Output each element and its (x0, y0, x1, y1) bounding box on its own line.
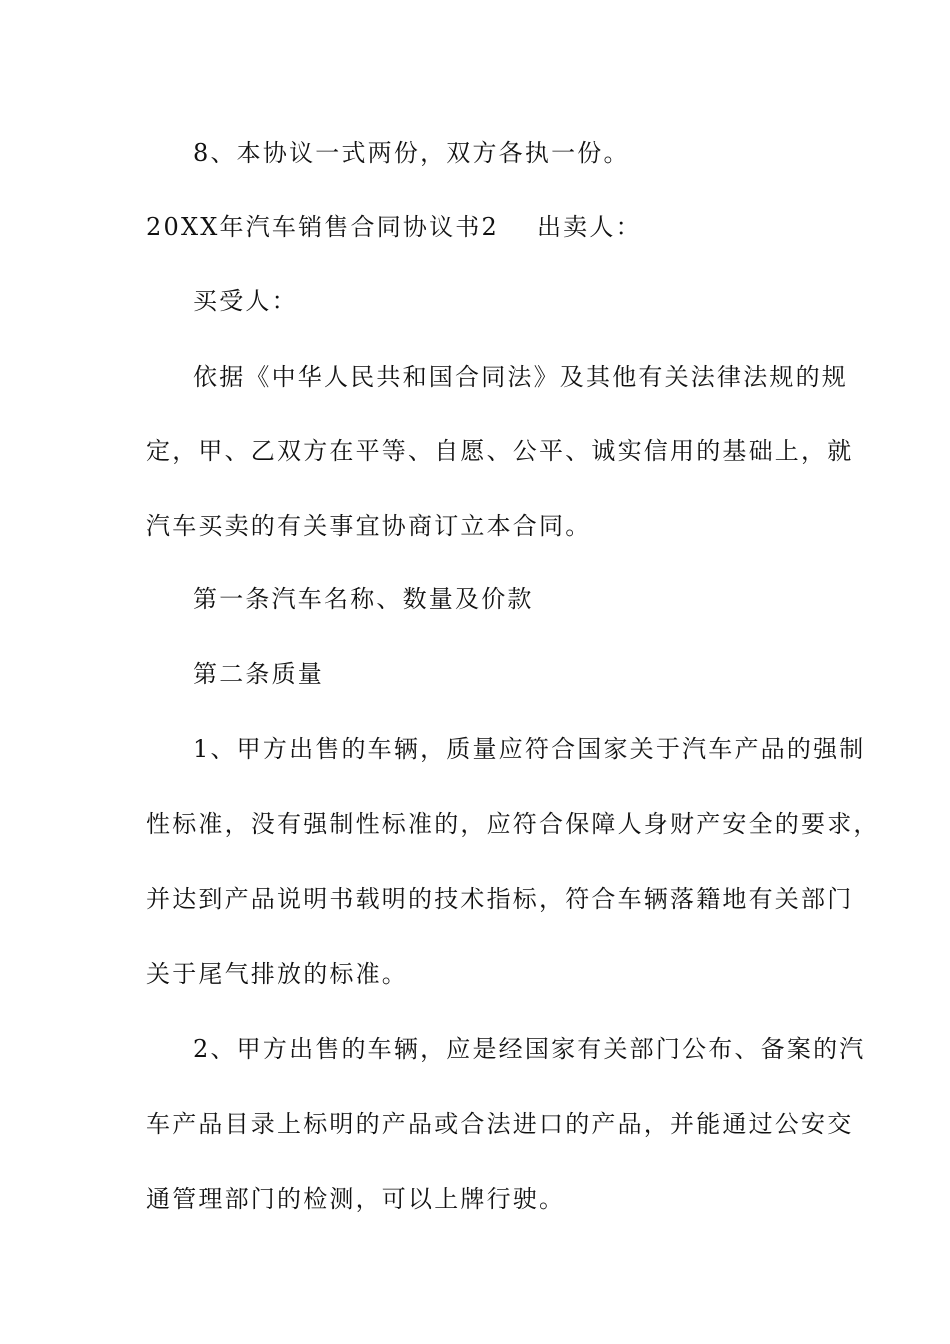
contract-title: 20XX年汽车销售合同协议书2 (146, 213, 499, 241)
paragraph-clause-8: 8、本协议一式两份，双方各执一份。 (193, 139, 630, 167)
article-1-heading: 第一条汽车名称、数量及价款 (193, 585, 534, 613)
seller-label: 出卖人： (536, 213, 642, 241)
heading-line (146, 211, 642, 243)
buyer-label: 买受人： (193, 287, 298, 315)
preamble-line-1: 依据《中华人民共和国合同法》及其他有关法律法规的规 (193, 363, 848, 391)
quality-clause-1-line-4: 关于尾气排放的标准。 (146, 960, 408, 988)
quality-clause-1-line-2: 性标准，没有强制性标准的，应符合保障人身财产安全的要求， (146, 810, 880, 838)
quality-clause-2-line-1: 2、甲方出售的车辆，应是经国家有关部门公布、备案的汽 (193, 1035, 866, 1063)
article-2-heading: 第二条质量 (193, 660, 324, 688)
quality-clause-1-line-3: 并达到产品说明书载明的技术指标，符合车辆落籍地有关部门 (146, 885, 854, 913)
quality-clause-1-line-1: 1、甲方出售的车辆，质量应符合国家关于汽车产品的强制 (193, 735, 866, 763)
preamble-line-3: 汽车买卖的有关事宜协商订立本合同。 (146, 512, 592, 540)
preamble-line-2: 定，甲、乙双方在平等、自愿、公平、诚实信用的基础上，就 (146, 437, 854, 465)
quality-clause-2-line-3: 通管理部门的检测，可以上牌行驶。 (146, 1185, 566, 1213)
quality-clause-2-line-2: 车产品目录上标明的产品或合法进口的产品，并能通过公安交 (146, 1110, 854, 1138)
